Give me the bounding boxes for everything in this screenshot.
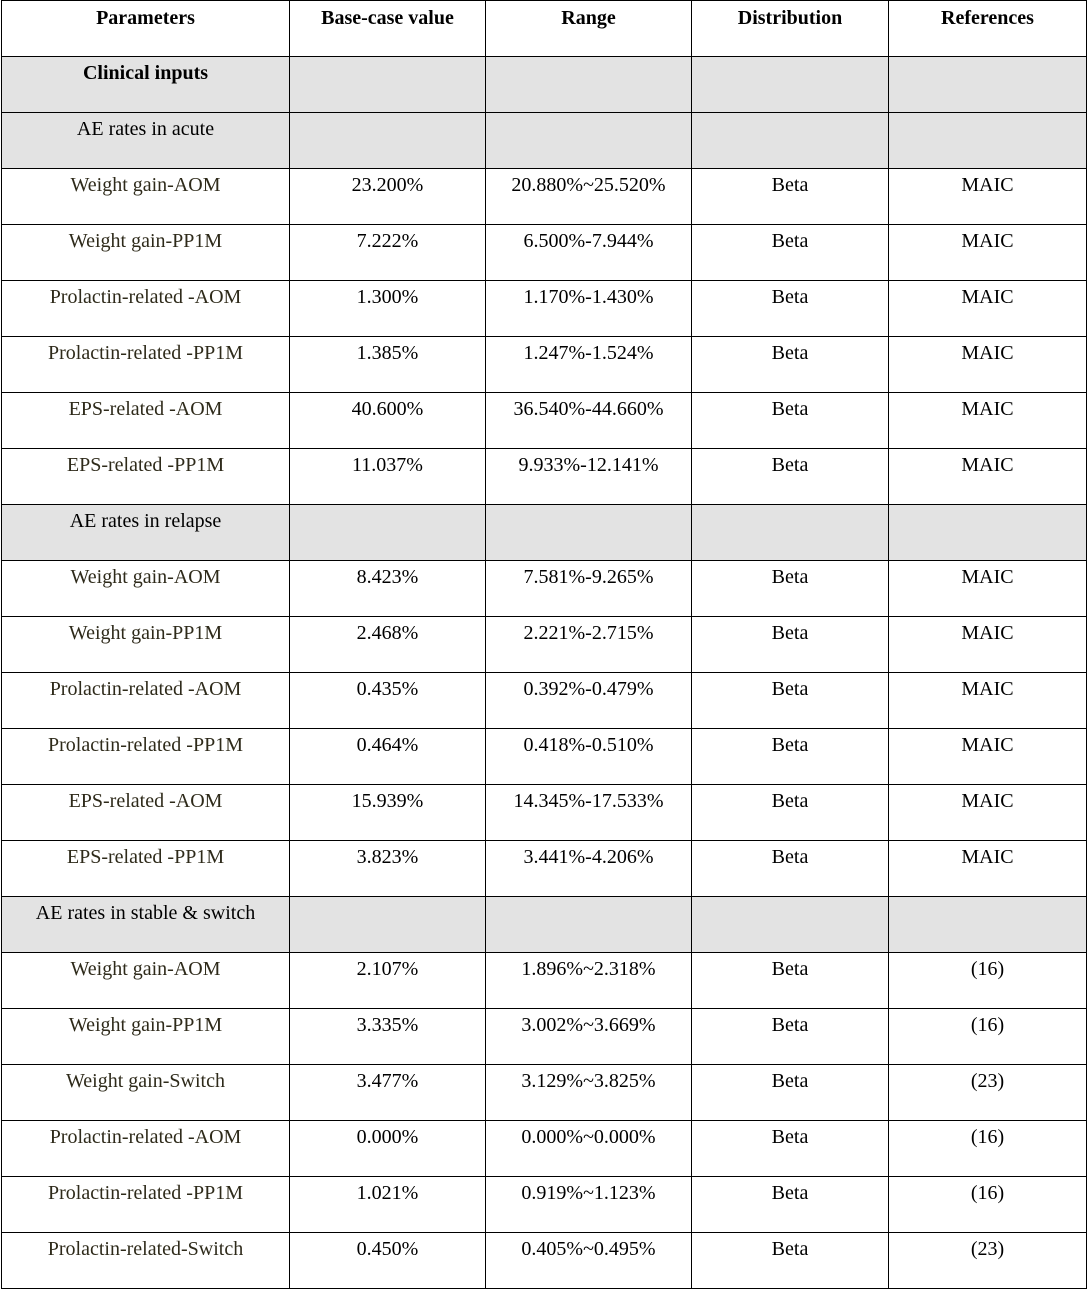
reference-cell: MAIC	[889, 449, 1087, 505]
group-title: AE rates in acute	[2, 113, 290, 169]
reference-cell: MAIC	[889, 225, 1087, 281]
table-row	[2, 841, 1087, 897]
param-name-cell: Prolactin-related -PP1M	[2, 729, 290, 785]
base-case-value-cell: 7.222%	[290, 225, 486, 281]
table-row	[2, 169, 1087, 225]
empty-cell	[486, 505, 692, 561]
base-case-value-cell: 3.335%	[290, 1009, 486, 1065]
distribution-cell: Beta	[692, 449, 889, 505]
distribution-cell: Beta	[692, 785, 889, 841]
empty-cell	[486, 57, 692, 113]
base-case-value-cell: 0.450%	[290, 1233, 486, 1289]
base-case-value-cell: 0.000%	[290, 1121, 486, 1177]
base-case-value-cell: 0.464%	[290, 729, 486, 785]
group-row	[2, 113, 1087, 169]
range-cell: 2.221%-2.715%	[486, 617, 692, 673]
table-row	[2, 1065, 1087, 1121]
range-cell: 1.170%-1.430%	[486, 281, 692, 337]
empty-cell	[889, 57, 1087, 113]
base-case-value-cell: 2.468%	[290, 617, 486, 673]
distribution-cell: Beta	[692, 617, 889, 673]
reference-cell: (23)	[889, 1233, 1087, 1289]
empty-cell	[290, 113, 486, 169]
reference-cell: MAIC	[889, 169, 1087, 225]
range-cell: 14.345%-17.533%	[486, 785, 692, 841]
range-cell: 7.581%-9.265%	[486, 561, 692, 617]
table-row	[2, 449, 1087, 505]
header-references: References	[889, 1, 1087, 57]
reference-cell: (16)	[889, 1121, 1087, 1177]
distribution-cell: Beta	[692, 953, 889, 1009]
param-name-cell: Prolactin-related -PP1M	[2, 1177, 290, 1233]
param-name-cell: Weight gain-Switch	[2, 1065, 290, 1121]
distribution-cell: Beta	[692, 281, 889, 337]
empty-cell	[692, 57, 889, 113]
reference-cell: (23)	[889, 1065, 1087, 1121]
group-row	[2, 897, 1087, 953]
table-row	[2, 1233, 1087, 1289]
table-row	[2, 1009, 1087, 1065]
base-case-value-cell: 40.600%	[290, 393, 486, 449]
param-name-cell: Prolactin-related-Switch	[2, 1233, 290, 1289]
range-cell: 0.418%-0.510%	[486, 729, 692, 785]
reference-cell: (16)	[889, 953, 1087, 1009]
distribution-cell: Beta	[692, 393, 889, 449]
distribution-cell: Beta	[692, 225, 889, 281]
table-row	[2, 673, 1087, 729]
empty-cell	[692, 505, 889, 561]
reference-cell: MAIC	[889, 841, 1087, 897]
section-title: Clinical inputs	[2, 57, 290, 113]
distribution-cell: Beta	[692, 729, 889, 785]
group-title: AE rates in relapse	[2, 505, 290, 561]
header-base-case-value: Base-case value	[290, 1, 486, 57]
distribution-cell: Beta	[692, 1233, 889, 1289]
param-name-cell: Prolactin-related -AOM	[2, 673, 290, 729]
param-name-cell: EPS-related -PP1M	[2, 841, 290, 897]
param-name-cell: EPS-related -AOM	[2, 393, 290, 449]
range-cell: 20.880%~25.520%	[486, 169, 692, 225]
range-cell: 3.129%~3.825%	[486, 1065, 692, 1121]
distribution-cell: Beta	[692, 1177, 889, 1233]
table-row	[2, 225, 1087, 281]
table-row	[2, 393, 1087, 449]
table-row	[2, 561, 1087, 617]
empty-cell	[889, 897, 1087, 953]
reference-cell: MAIC	[889, 617, 1087, 673]
range-cell: 3.002%~3.669%	[486, 1009, 692, 1065]
reference-cell: MAIC	[889, 785, 1087, 841]
header-parameters: Parameters	[2, 1, 290, 57]
distribution-cell: Beta	[692, 561, 889, 617]
empty-cell	[889, 113, 1087, 169]
table-row	[2, 617, 1087, 673]
range-cell: 1.247%-1.524%	[486, 337, 692, 393]
base-case-value-cell: 2.107%	[290, 953, 486, 1009]
header-range: Range	[486, 1, 692, 57]
distribution-cell: Beta	[692, 169, 889, 225]
distribution-cell: Beta	[692, 1065, 889, 1121]
base-case-value-cell: 1.385%	[290, 337, 486, 393]
reference-cell: MAIC	[889, 281, 1087, 337]
reference-cell: MAIC	[889, 337, 1087, 393]
group-row	[2, 505, 1087, 561]
section-row	[2, 57, 1087, 113]
empty-cell	[692, 113, 889, 169]
param-name-cell: Weight gain-AOM	[2, 561, 290, 617]
range-cell: 36.540%-44.660%	[486, 393, 692, 449]
base-case-value-cell: 0.435%	[290, 673, 486, 729]
range-cell: 0.392%-0.479%	[486, 673, 692, 729]
empty-cell	[290, 897, 486, 953]
range-cell: 0.000%~0.000%	[486, 1121, 692, 1177]
base-case-value-cell: 15.939%	[290, 785, 486, 841]
param-name-cell: Weight gain-PP1M	[2, 225, 290, 281]
parameters-table	[1, 0, 1087, 1289]
empty-cell	[486, 113, 692, 169]
range-cell: 9.933%-12.141%	[486, 449, 692, 505]
base-case-value-cell: 11.037%	[290, 449, 486, 505]
distribution-cell: Beta	[692, 1121, 889, 1177]
param-name-cell: Weight gain-AOM	[2, 953, 290, 1009]
table-row	[2, 1121, 1087, 1177]
reference-cell: MAIC	[889, 393, 1087, 449]
empty-cell	[486, 897, 692, 953]
empty-cell	[290, 57, 486, 113]
range-cell: 3.441%-4.206%	[486, 841, 692, 897]
base-case-value-cell: 8.423%	[290, 561, 486, 617]
reference-cell: (16)	[889, 1177, 1087, 1233]
header-row	[2, 1, 1087, 57]
table-row	[2, 337, 1087, 393]
empty-cell	[889, 505, 1087, 561]
table-row	[2, 281, 1087, 337]
reference-cell: MAIC	[889, 561, 1087, 617]
header-distribution: Distribution	[692, 1, 889, 57]
base-case-value-cell: 23.200%	[290, 169, 486, 225]
table-row	[2, 729, 1087, 785]
base-case-value-cell: 1.300%	[290, 281, 486, 337]
range-cell: 6.500%-7.944%	[486, 225, 692, 281]
param-name-cell: Prolactin-related -AOM	[2, 281, 290, 337]
table-body	[2, 57, 1087, 1289]
base-case-value-cell: 3.477%	[290, 1065, 486, 1121]
table-row	[2, 785, 1087, 841]
distribution-cell: Beta	[692, 1009, 889, 1065]
group-title: AE rates in stable & switch	[2, 897, 290, 953]
distribution-cell: Beta	[692, 841, 889, 897]
param-name-cell: Weight gain-PP1M	[2, 1009, 290, 1065]
param-name-cell: Prolactin-related -AOM	[2, 1121, 290, 1177]
table-row	[2, 1177, 1087, 1233]
reference-cell: (16)	[889, 1009, 1087, 1065]
param-name-cell: EPS-related -PP1M	[2, 449, 290, 505]
distribution-cell: Beta	[692, 673, 889, 729]
param-name-cell: Weight gain-AOM	[2, 169, 290, 225]
empty-cell	[290, 505, 486, 561]
param-name-cell: EPS-related -AOM	[2, 785, 290, 841]
reference-cell: MAIC	[889, 673, 1087, 729]
range-cell: 0.919%~1.123%	[486, 1177, 692, 1233]
base-case-value-cell: 1.021%	[290, 1177, 486, 1233]
reference-cell: MAIC	[889, 729, 1087, 785]
range-cell: 0.405%~0.495%	[486, 1233, 692, 1289]
base-case-value-cell: 3.823%	[290, 841, 486, 897]
param-name-cell: Prolactin-related -PP1M	[2, 337, 290, 393]
empty-cell	[692, 897, 889, 953]
distribution-cell: Beta	[692, 337, 889, 393]
table-row	[2, 953, 1087, 1009]
range-cell: 1.896%~2.318%	[486, 953, 692, 1009]
param-name-cell: Weight gain-PP1M	[2, 617, 290, 673]
